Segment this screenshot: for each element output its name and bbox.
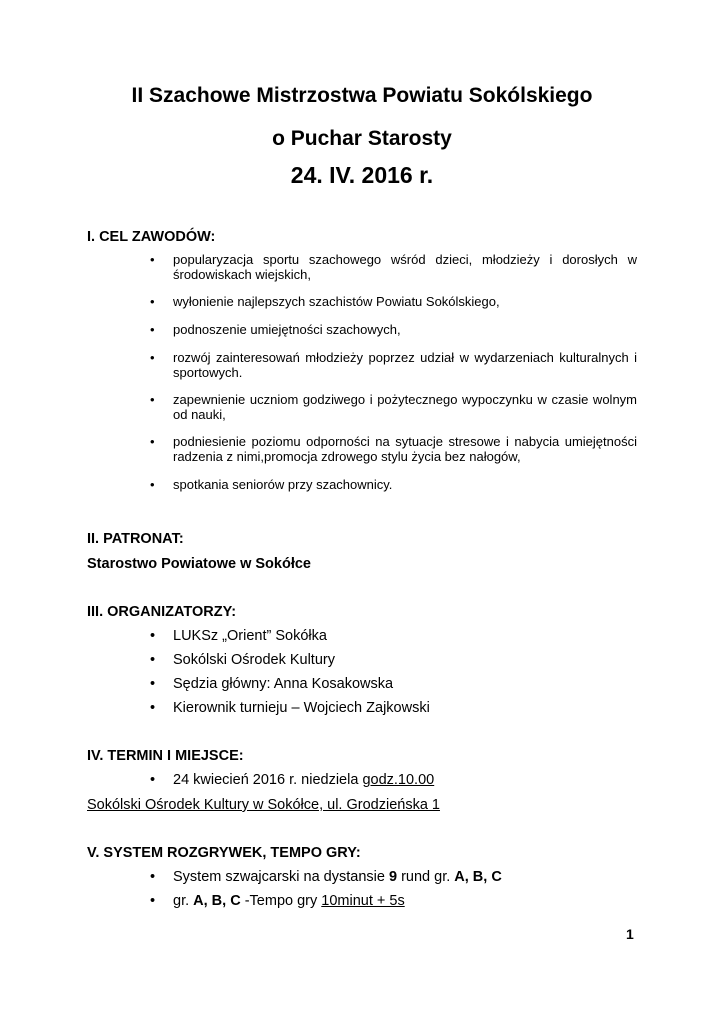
patron-name: Starostwo Powiatowe w Sokółce <box>87 556 311 572</box>
section-5-heading: V. SYSTEM ROZGRYWEK, TEMPO GRY: <box>87 845 361 861</box>
title-date: 24. IV. 2016 r. <box>290 162 434 188</box>
bullet-icon: • <box>150 392 155 407</box>
bullet-icon: • <box>150 869 156 885</box>
bullet-icon: • <box>150 700 156 716</box>
event-date-text: 24 kwiecień 2016 r. niedziela <box>173 772 363 788</box>
bullet-icon: • <box>150 294 155 309</box>
bullet-icon: • <box>150 434 155 449</box>
event-time: godz.10.00 <box>362 772 435 788</box>
title-line-1: II Szachowe Mistrzostwa Powiatu Sokólskiego <box>131 84 593 107</box>
groups-label: A, B, C <box>454 869 502 885</box>
list-item: • spotkania seniorów przy szachownicy. <box>150 477 393 492</box>
bullet-icon: • <box>150 628 156 644</box>
bullet-icon: • <box>150 893 156 909</box>
groups-label: A, B, C <box>193 893 241 909</box>
list-item: • LUKSz „Orient” Sokółka <box>150 628 327 644</box>
event-date <box>150 772 435 788</box>
bullet-icon: • <box>150 322 155 337</box>
list-item: • podnoszenie umiejętności szachowych, <box>150 322 401 337</box>
list-item: • wyłonienie najlepszych szachistów Powiatu Sokólskiego, <box>150 294 500 309</box>
list-item: • gr. A, B, C -Tempo gry 10minut + 5s <box>150 893 405 909</box>
bullet-icon: • <box>150 652 156 668</box>
bullet-icon: • <box>150 350 155 365</box>
bullet-icon: • <box>150 252 155 267</box>
section-4-heading: IV. TERMIN I MIEJSCE: <box>87 748 244 764</box>
list-item: • Kierownik turnieju – Wojciech Zajkowski <box>150 700 430 716</box>
list-item: • Sędzia główny: Anna Kosakowska <box>150 676 394 692</box>
list-item: • podniesienie poziomu odporności na sytuacje stresowe i nabycia umiejętności radzenia z nimi,promocja zdrowego stylu życia bez nałogów, <box>150 434 637 464</box>
page-number: 1 <box>626 926 634 942</box>
bullet-icon: • <box>150 772 156 788</box>
section-1-heading: I. CEL ZAWODÓW: <box>87 229 216 245</box>
section-2-heading: II. PATRONAT: <box>87 531 184 547</box>
list-item: • popularyzacja sportu szachowego wśród dzieci, młodzieży i dorosłych w środowiskach wiejskich, <box>150 252 637 282</box>
bullet-icon: • <box>150 676 156 692</box>
rounds-count: 9 <box>388 869 398 885</box>
list-item: • System szwajcarski na dystansie 9 rund gr. A, B, C <box>150 869 502 885</box>
list-item: • rozwój zainteresowań młodzieży poprzez udział w wydarzeniach kulturalnych i sportowych. <box>150 350 637 380</box>
list-item: • Sokólski Ośrodek Kultury <box>150 652 335 668</box>
bullet-icon: • <box>150 477 155 492</box>
title-line-2: o Puchar Starosty <box>272 127 452 150</box>
list-item: • zapewnienie uczniom godziwego i pożytecznego wypoczynku w czasie wolnym od nauki, <box>150 392 637 422</box>
tempo-value: 10minut + 5s <box>321 893 405 909</box>
section-3-heading: III. ORGANIZATORZY: <box>87 604 237 620</box>
event-place: Sokólski Ośrodek Kultury w Sokółce, ul. Grodzieńska 1 <box>87 797 440 813</box>
